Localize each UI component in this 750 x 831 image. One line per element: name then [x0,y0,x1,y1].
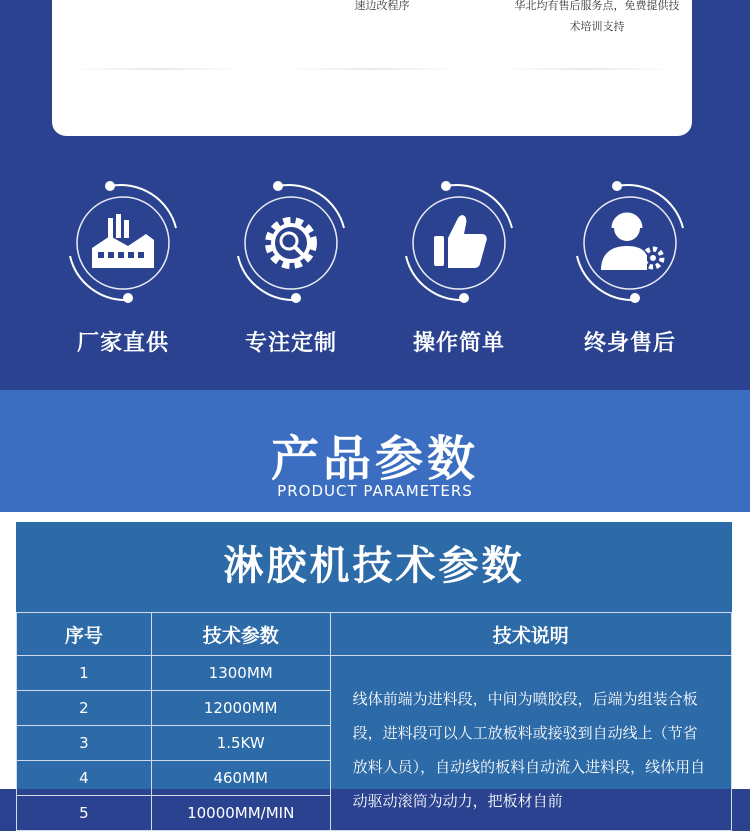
divider [502,68,672,70]
cell-no: 2 [17,691,152,726]
support-agent-icon [595,208,667,274]
cell-no: 3 [17,726,152,761]
cell-no: 5 [17,796,152,831]
feature-support [565,178,695,308]
feature-easy [394,178,524,308]
gear-search-icon [259,211,323,275]
header-desc: 技术说明 [330,613,731,656]
section-subtitle: PRODUCT PARAMETERS [277,482,473,500]
table-row [17,656,732,691]
feature-label-2: 专注定制 [244,331,337,356]
card-col3-line2: 华北均有售后服务点，免费提供技 [514,0,680,12]
card-col2-line2: 速边改程序 [354,0,410,12]
params-table-title: 淋胶机技术参数 [223,543,525,589]
feature-label-4: 终身售后 [583,331,676,356]
params-table [16,612,732,831]
divider [287,68,457,70]
card-text-3 [502,0,692,37]
card-text-2 [282,0,482,16]
cell-param: 12000MM [151,691,330,726]
header-param: 技术参数 [151,613,330,656]
feature-factory [58,178,188,308]
features-section [0,0,750,390]
divider [72,68,242,70]
feature-label-3: 操作简单 [412,331,505,356]
params-table-container [16,522,732,822]
cell-description: 线体前端为进料段，中间为喷胶段，后端为组装合板段，进料段可以人工放板料或接驳到自动线上（节省放料人员），自动线的板料自动流入进料段，线体用自动驱动滚筒为动力，把板材自前 [330,656,731,831]
thumbs-up-icon [430,210,490,272]
cell-param: 1300MM [151,656,330,691]
table-header-row [17,613,732,656]
params-section [0,512,750,822]
section-title: 产品参数 [270,431,479,487]
header-no: 序号 [17,613,152,656]
cell-param: 1.5KW [151,726,330,761]
card-col3-line3: 术培训支持 [569,20,625,33]
cell-param: 10000MM/MIN [151,796,330,831]
feature-label-1: 厂家直供 [76,331,169,356]
info-card [52,0,692,136]
feature-custom [226,178,356,308]
factory-icon [88,210,158,276]
cell-param: 460MM [151,761,330,796]
cell-no: 4 [17,761,152,796]
cell-no: 1 [17,656,152,691]
